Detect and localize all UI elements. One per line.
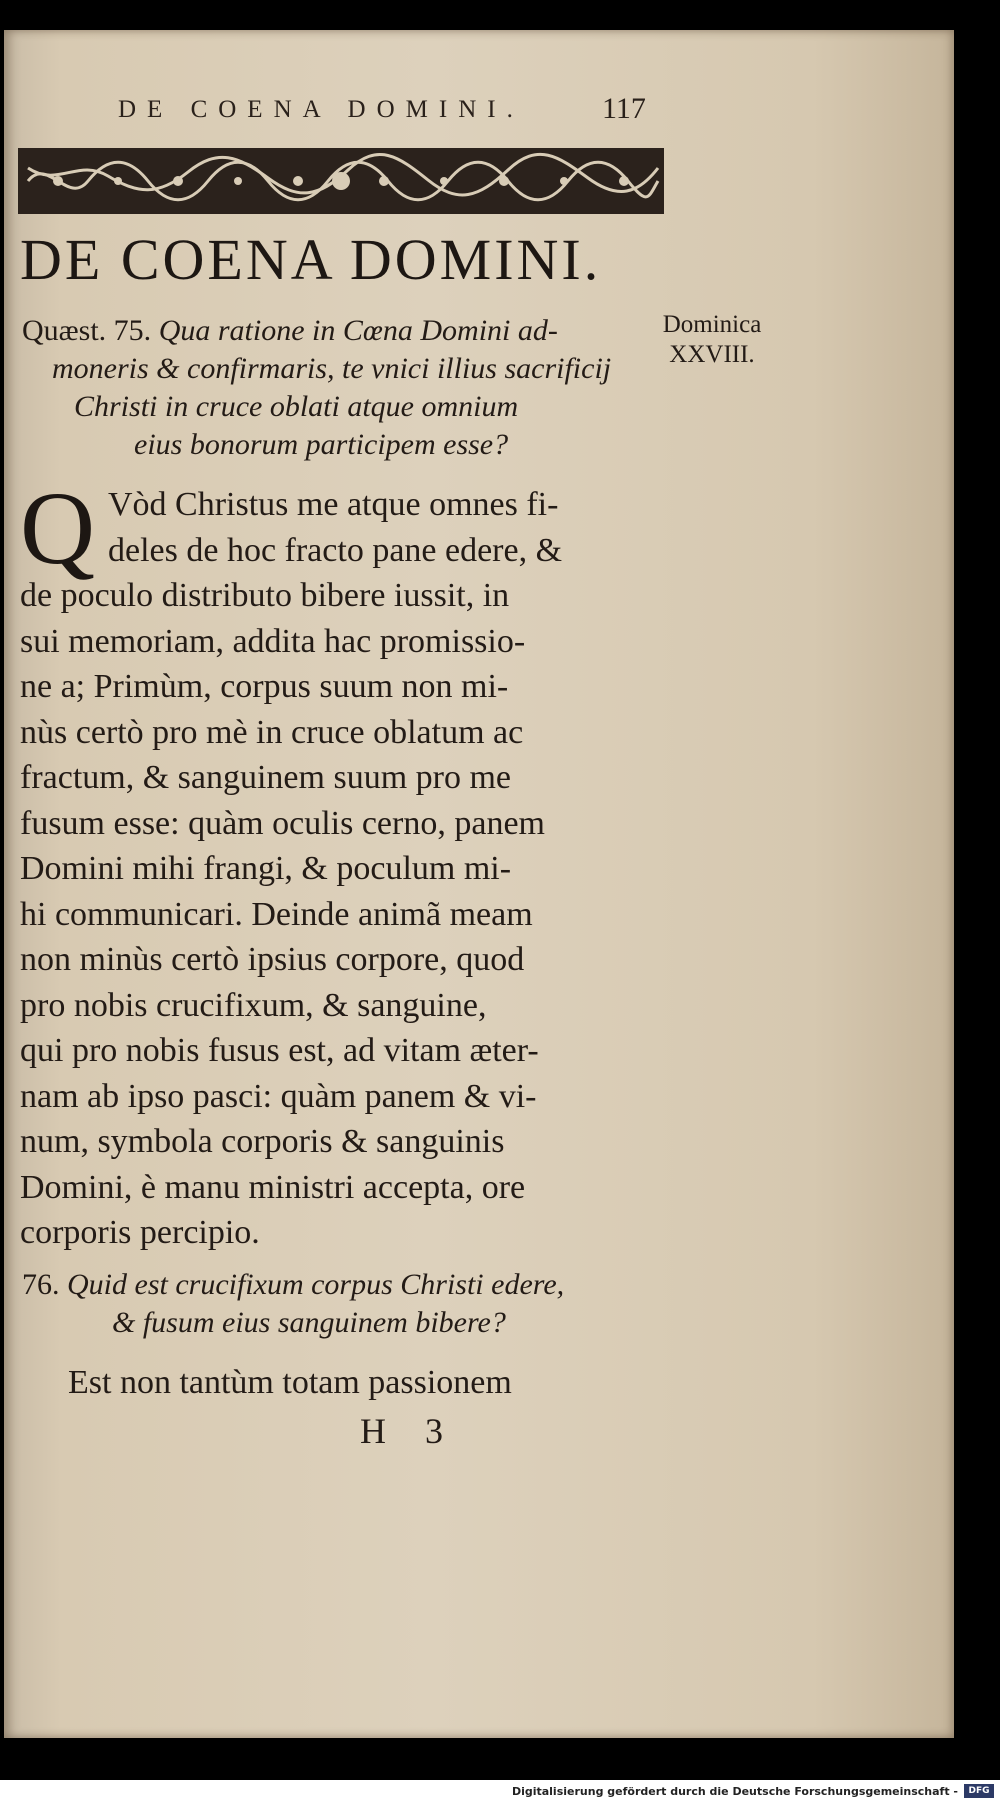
signature-mark: H 3 [360,1411,443,1451]
question-number: 76. [22,1268,60,1301]
answer-line: fusum esse: quàm oculis cerno, panem [20,804,545,842]
answer-line: pro nobis crucifixum, & sanguine, [20,986,487,1024]
answer-line: de poculo distributo bibere iussit, in [20,577,510,614]
answer-line: deles de hoc fracto pane edere, & [108,531,563,569]
drop-cap: Q [20,471,96,586]
answer-line: hi communicari. Deinde animã meam [20,895,533,933]
question-line: eius bonorum participem esse? [134,428,509,461]
answer-line: Domini mihi frangi, & poculum mi- [20,850,512,887]
dfg-logo: DFG [964,1784,994,1798]
answer-line: Vòd Christus me atque omnes fi- [108,486,559,523]
answer-line: Est non tantùm totam passionem [68,1364,512,1401]
question-text: Qua ratione in Cœna Domini ad- [158,314,558,347]
running-head: DE COENA DOMINI. [118,96,524,123]
page-number: 117 [602,92,646,125]
answer-75 [20,471,563,1256]
margin-note-line: Dominica [662,311,762,338]
chapter-title: DE COENA DOMINI. [20,227,602,292]
question-76 [22,1266,662,1342]
answer-line: sui memoriam, addita hac promissio- [20,622,526,660]
question-line: moneris & confirmaris, te vnici illius sacrificij [52,352,612,385]
margin-note-line: XXVIII. [669,341,755,368]
question-line [22,312,642,350]
question-line: & fusum eius sanguinem bibere? [112,1306,506,1339]
answer-76-start [20,1360,512,1406]
answer-line: nam ab ipso pasci: quàm panem & vi- [20,1077,537,1115]
answer-line: ne a; Primùm, corpus suum non mi- [20,668,509,705]
answer-line: qui pro nobis fusus est, ad vitam æter- [20,1032,539,1069]
ornamental-headpiece [18,148,664,214]
question-75 [22,312,642,464]
answer-line: corporis percipio. [20,1214,260,1251]
question-line: Christi in cruce oblati atque omnium [74,390,519,423]
question-number: Quæst. 75. [22,314,152,347]
answer-line: non minùs certò ipsius corpore, quod [20,941,525,978]
answer-line: Domini, è manu ministri accepta, ore [20,1168,526,1206]
question-text: Quid est crucifixum corpus Christi edere, [67,1268,565,1301]
answer-line: nùs certò pro mè in cruce oblatum ac [20,713,524,751]
digitization-notice: Digitalisierung gefördert durch die Deutsche Forschungsgemeinschaft - [511,1785,958,1798]
answer-line: num, symbola corporis & sanguinis [20,1123,505,1160]
margin-note-dominica [652,310,772,370]
question-line [22,1266,662,1304]
answer-line: fractum, & sanguinem suum pro me [20,759,512,796]
